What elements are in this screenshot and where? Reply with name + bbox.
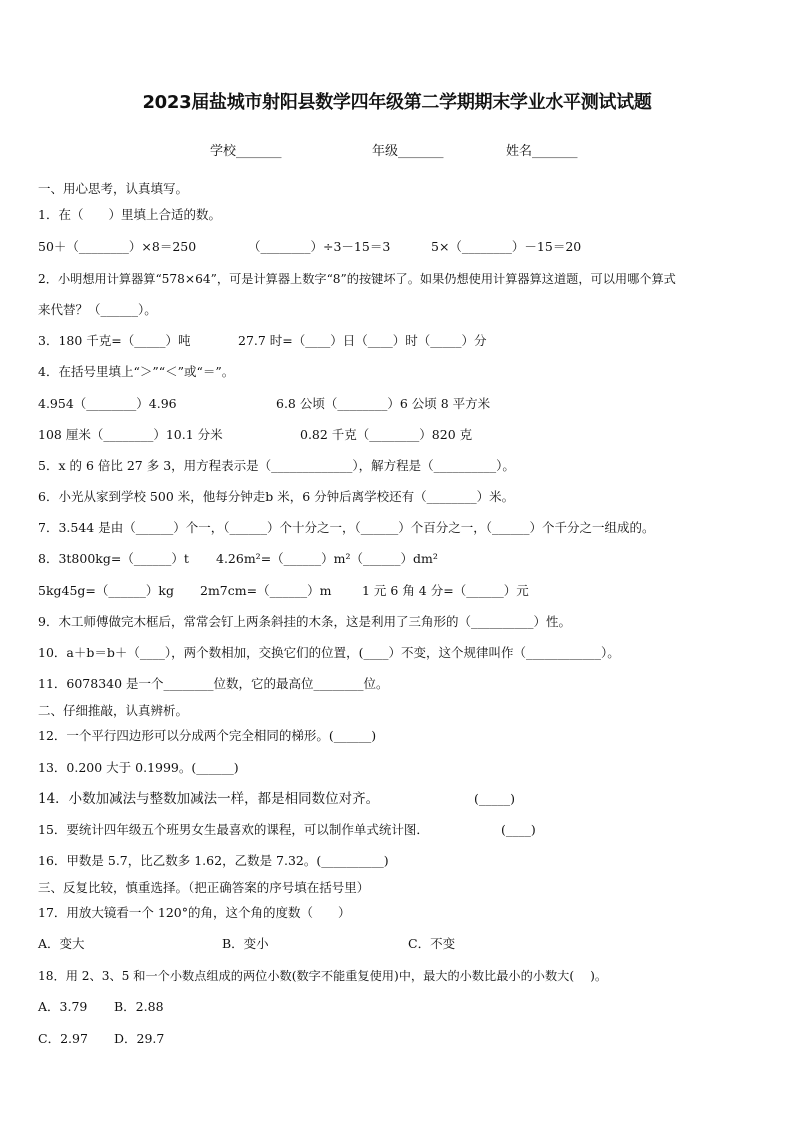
question-4-a: 4.954（________）4.96 bbox=[38, 396, 177, 411]
question-4-b: 6.8 公顷（________）6 公顷 8 平方米 bbox=[276, 396, 491, 411]
question-1-stem: 1．在（ ）里填上合适的数。 bbox=[38, 207, 221, 222]
question-8-a: 8．3t800kg=（______）t bbox=[38, 551, 189, 566]
question-8-d: 2m7cm=（______）m bbox=[200, 583, 332, 598]
school-field: 学校_______ bbox=[210, 144, 282, 159]
question-17-option-c: C．不变 bbox=[408, 936, 456, 951]
question-11: 11．6078340 是一个________位数，它的最高位________位。 bbox=[38, 676, 389, 691]
question-6: 6．小光从家到学校 500 米，他每分钟走b 米，6 分钟后离学校还有（________）米。 bbox=[38, 489, 515, 504]
question-13: 13．0.200 大于 0.1999。(______) bbox=[38, 760, 239, 775]
question-16: 16．甲数是 5.7，比乙数多 1.62，乙数是 7.32。(__________) bbox=[38, 853, 389, 868]
question-18-option-d: D．29.7 bbox=[114, 1031, 165, 1046]
question-17-stem: 17．用放大镜看一个 120°的角，这个角的度数（ ） bbox=[38, 905, 351, 920]
question-18-stem: 18．用 2、3、5 和一个小数点组成的两位小数(数字不能重复使用)中，最大的小数比最小的小数大( )。 bbox=[38, 969, 608, 983]
question-14-text: 14．小数加减法与整数加减法一样，都是相同数位对齐。 bbox=[38, 791, 380, 807]
question-18-option-b: B．2.88 bbox=[114, 999, 164, 1014]
question-4-stem: 4．在括号里填上“＞”“＜”或“＝”。 bbox=[38, 364, 235, 379]
question-15-blank: (____) bbox=[501, 822, 536, 837]
question-7: 7．3.544 是由（______）个一，（______）个十分之一，（______）个百分之一，（______）个千分之一组成的。 bbox=[38, 520, 655, 535]
question-9: 9．木工师傅做完木框后，常常会钉上两条斜挂的木条，这是利用了三角形的（__________）性。 bbox=[38, 614, 571, 629]
question-8-b: 4.26m²=（______）m²（______）dm² bbox=[216, 551, 438, 566]
question-8-c: 5kg45g=（______）kg bbox=[38, 583, 174, 598]
question-15-text: 15．要统计四年级五个班男女生最喜欢的课程，可以制作单式统计图． bbox=[38, 822, 429, 837]
question-1-c: 5×（________）－15＝20 bbox=[431, 239, 582, 254]
question-4-c: 108 厘米（________）10.1 分米 bbox=[38, 427, 223, 442]
question-1-a: 50＋（________）×8＝250 bbox=[38, 239, 197, 254]
question-18-option-c: C．2.97 bbox=[38, 1031, 88, 1046]
question-4-d: 0.82 千克（________）820 克 bbox=[300, 427, 473, 442]
question-17-option-b: B．变小 bbox=[222, 936, 269, 951]
section-1-heading: 一、用心思考，认真填写。 bbox=[38, 181, 189, 196]
question-14-blank: (_____) bbox=[474, 791, 516, 806]
section-2-heading: 二、仔细推敲，认真辨析。 bbox=[38, 703, 189, 718]
question-2-line-2: 来代替？（______）。 bbox=[38, 302, 157, 317]
name-field: 姓名_______ bbox=[506, 144, 578, 159]
question-18-option-a: A．3.79 bbox=[38, 999, 88, 1014]
question-3-a: 3．180 千克=（_____）吨 bbox=[38, 333, 191, 348]
section-3-heading: 三、反复比较，慎重选择。（把正确答案的序号填在括号里） bbox=[38, 880, 370, 895]
question-8-e: 1 元 6 角 4 分=（______）元 bbox=[362, 583, 529, 598]
question-12: 12．一个平行四边形可以分成两个完全相同的梯形。(______) bbox=[38, 728, 377, 743]
question-5: 5．x 的 6 倍比 27 多 3，用方程表示是（_____________），解方程是（__________）。 bbox=[38, 458, 515, 473]
question-1-b: （________）÷3－15＝3 bbox=[248, 239, 391, 254]
page-title: 2023届盐城市射阳县数学四年级第二学期期末学业水平测试试题 bbox=[142, 92, 652, 113]
question-2-line-1: 2．小明想用计算器算“578×64”，可是计算器上数字“8”的按键坏了。如果仍想使用计算器算这道题，可以用哪个算式 bbox=[38, 272, 676, 286]
question-10: 10．a＋b＝b＋（____），两个数相加，交换它们的位置，(____）不变，这个规律叫作（____________）。 bbox=[38, 645, 620, 660]
question-17-option-a: A．变大 bbox=[38, 936, 85, 951]
question-3-b: 27.7 时=（____）日（____）时（_____）分 bbox=[238, 333, 487, 348]
grade-field: 年级_______ bbox=[372, 144, 444, 159]
